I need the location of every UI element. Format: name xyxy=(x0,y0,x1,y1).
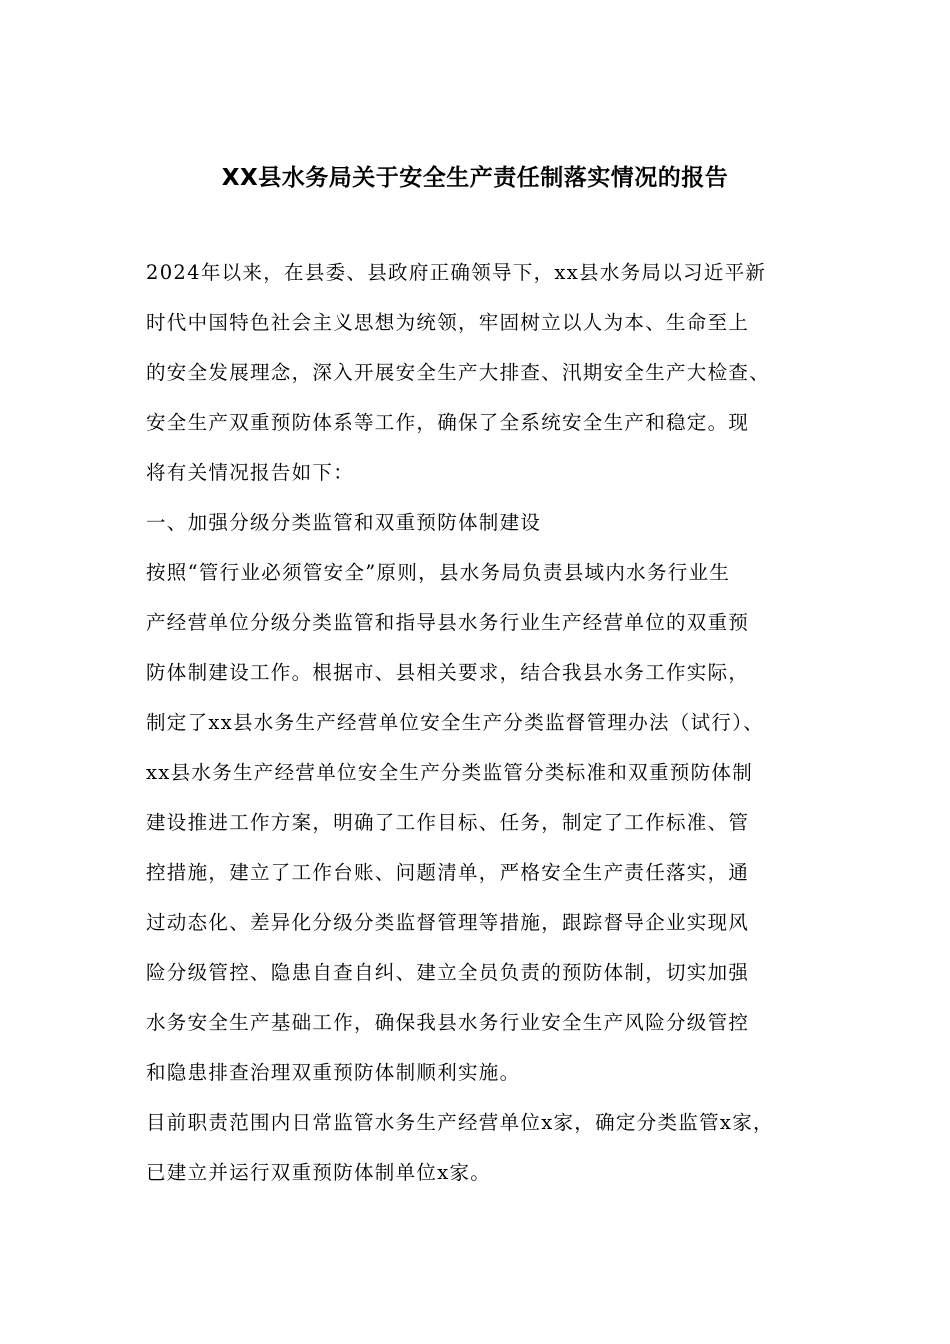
body-line-4: 安全生产双重预防体系等工作，确保了全系统安全生产和稳定。现 xyxy=(146,411,750,434)
body-line-2: 时代中国特色社会主义思想为统领，牢固树立以人为本、生命至上 xyxy=(146,311,750,334)
body-line-7: 按照“管行业必须管安全”原则，县水务局负责县域内水务行业生 xyxy=(146,561,731,584)
body-line-16: 水务安全生产基础工作，确保我县水务行业安全生产风险分级管控 xyxy=(146,1011,750,1034)
body-line-17: 和隐患排查治理双重预防体制顺利实施。 xyxy=(146,1061,521,1084)
body-line-13: 控措施，建立了工作台账、问题清单，严格安全生产责任落实，通 xyxy=(146,861,750,884)
body-line-10: 制定了xx县水务生产经营单位安全生产分类监督管理办法（试行）、 xyxy=(146,711,765,734)
body-line-19: 已建立并运行双重预防体制单位x家。 xyxy=(146,1161,492,1184)
body-line-18: 目前职责范围内日常监管水务生产经营单位x家，确定分类监管x家， xyxy=(146,1111,774,1134)
document-title: XX县水务局关于安全生产责任制落实情况的报告 xyxy=(221,165,729,191)
body-line-3: 的安全发展理念，深入开展安全生产大排查、汛期安全生产大检查、 xyxy=(146,361,771,384)
section-heading-1: 一、加强分级分类监管和双重预防体制建设 xyxy=(146,511,542,534)
body-line-12: 建设推进工作方案，明确了工作目标、任务，制定了工作标准、管 xyxy=(146,811,750,834)
body-line-11: xx县水务生产经营单位安全生产分类监管分类标准和双重预防体制 xyxy=(146,761,753,784)
body-line-15: 险分级管控、隐患自查自纠、建立全员负责的预防体制，切实加强 xyxy=(146,961,750,984)
body-line-9: 防体制建设工作。根据市、县相关要求，结合我县水务工作实际， xyxy=(146,661,750,684)
body-line-1: 2024年以来，在县委、县政府正确领导下，xx县水务局以习近平新 xyxy=(146,261,767,284)
body-line-5: 将有关情况报告如下： xyxy=(146,461,355,484)
body-line-14: 过动态化、差异化分级分类监督管理等措施，跟踪督导企业实现风 xyxy=(146,911,750,934)
body-line-8: 产经营单位分级分类监管和指导县水务行业生产经营单位的双重预 xyxy=(146,611,750,634)
